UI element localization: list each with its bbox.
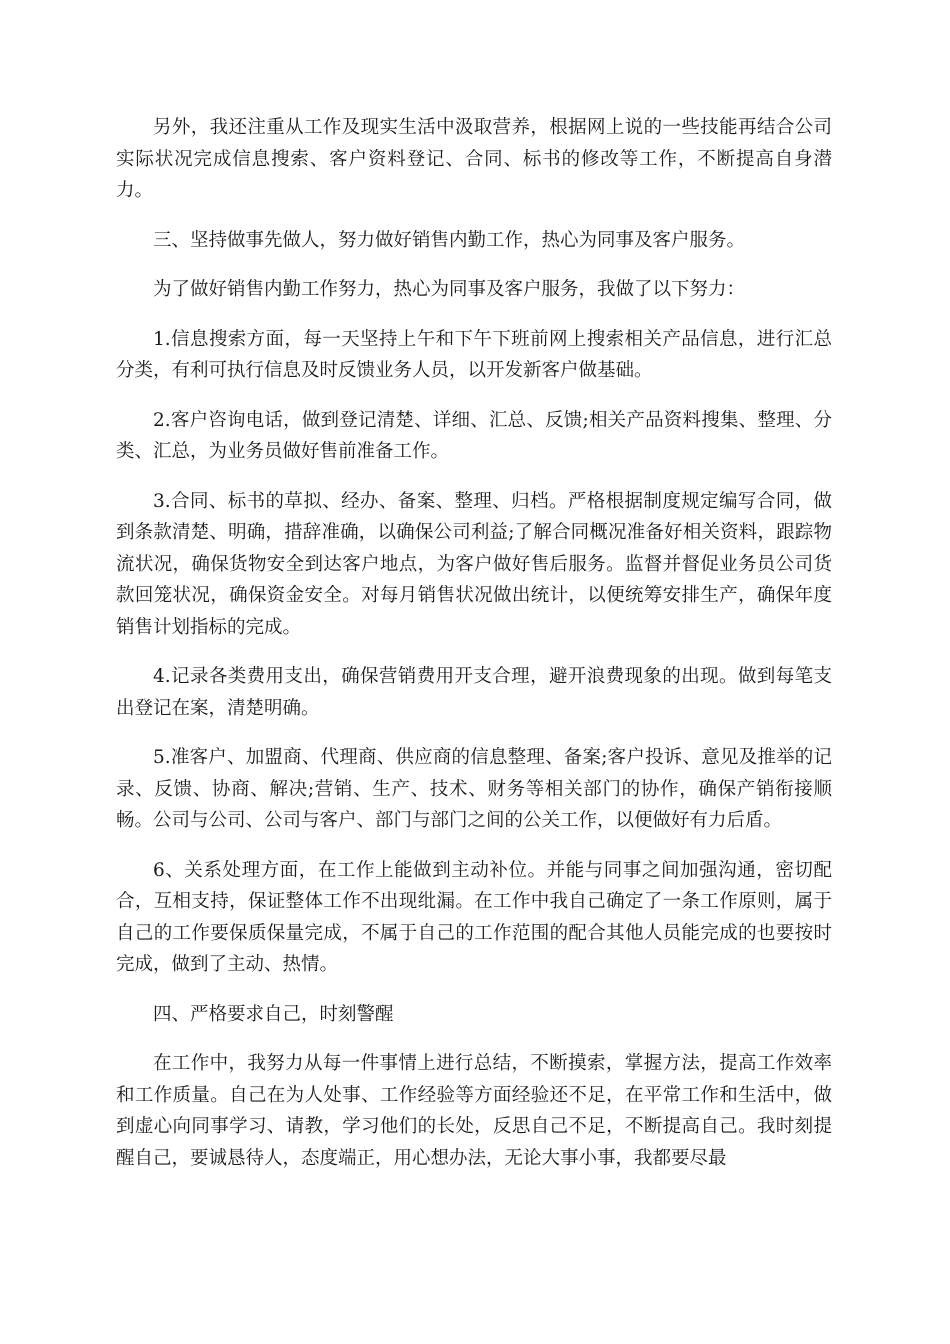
list-item-6: 6、关系处理方面，在工作上能做到主动补位。并能与同事之间加强沟通，密切配合，互相支持，保证整体工作不出现纰漏。在工作中我自己确定了一条工作原则，属于自己的工作要保质保量完成，不属于自己的工作范围的配合其他人员能完成的也要按时完成，做到了主动、热情。	[116, 859, 832, 975]
list-item-2: 2.客户咨询电话，做到登记清楚、详细、汇总、反馈;相关产品资料搜集、整理、分类、汇总，为业务员做好售前准备工作。	[116, 409, 832, 462]
paragraph-learning: 另外，我还注重从工作及现实生活中汲取营养，根据网上说的一些技能再结合公司实际状况完成信息搜索、客户资料登记、合同、标书的修改等工作，不断提高自身潜力。	[116, 117, 832, 201]
list-item-1: 1.信息搜索方面，每一天坚持上午和下午下班前网上搜索相关产品信息，进行汇总分类，有利可执行信息及时反馈业务人员，以开发新客户做基础。	[116, 328, 832, 381]
list-item-5: 5.准客户、加盟商、代理商、供应商的信息整理、备案;客户投诉、意见及推举的记录、反馈、协商、解决;营销、生产、技术、财务等相关部门的协作，确保产销衔接顺畅。公司与公司、公司与客户、部门与部门之间的公关工作，以便做好有力后盾。	[116, 747, 832, 831]
paragraph-intro-efforts: 为了做好销售内勤工作努力，热心为同事及客户服务，我做了以下努力：	[153, 279, 746, 300]
list-item-4: 4.记录各类费用支出，确保营销费用开支合理，避开浪费现象的出现。做到每笔支出登记在案，清楚明确。	[116, 666, 832, 719]
paragraph-self-discipline: 在工作中，我努力从每一件事情上进行总结，不断摸索，掌握方法，提高工作效率和工作质量。自己在为人处事、工作经验等方面经验还不足，在平常工作和生活中，做到虚心向同事学习、请教，学习他们的长处，反思自己不足，不断提高自己。我时刻提醒自己，要诚恳待人，态度端正，用心想办法，无论大事小事，我都要尽最	[116, 1053, 832, 1169]
list-item-3: 3.合同、标书的草拟、经办、备案、整理、归档。严格根据制度规定编写合同，做到条款清楚、明确，措辞准确，以确保公司利益;了解合同概况准备好相关资料，跟踪物流状况，确保货物安全到达客户地点，为客户做好售后服务。监督并督促业务员公司货款回笼状况，确保资金安全。对每月销售状况做出统计，以便统筹安排生产，确保年度销售计划指标的完成。	[116, 490, 832, 638]
section-heading-4: 四、严格要求自己，时刻警醒	[153, 1003, 394, 1025]
section-heading-3: 三、坚持做事先做人，努力做好销售内勤工作，热心为同事及客户服务。	[153, 229, 746, 251]
document-body	[116, 112, 832, 1192]
